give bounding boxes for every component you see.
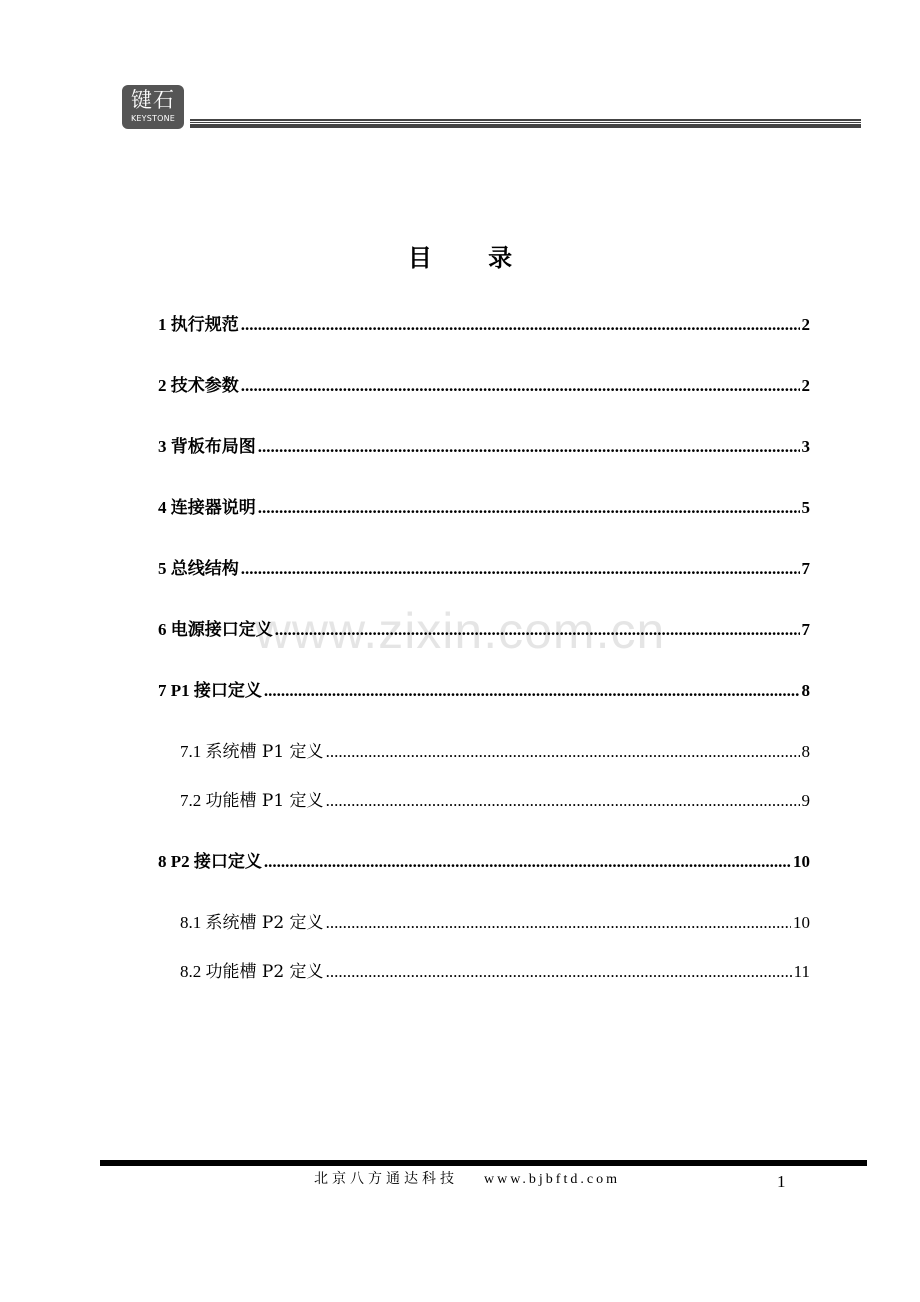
toc-leader-dots bbox=[258, 434, 800, 460]
toc-entry-number: 8 P2 bbox=[158, 852, 194, 871]
toc-entry-number: 6 bbox=[158, 620, 171, 639]
toc-entry-label: 系统槽 P2 定义 bbox=[205, 913, 324, 933]
toc-entry-page: 3 bbox=[801, 437, 810, 456]
toc-entry-4[interactable] bbox=[158, 495, 810, 521]
toc-entry-6[interactable] bbox=[158, 617, 810, 643]
toc-leader-dots bbox=[326, 959, 792, 985]
toc-entry-page: 8 bbox=[801, 681, 810, 700]
toc-entry-number: 3 bbox=[158, 437, 171, 456]
toc-leader-dots bbox=[241, 373, 800, 399]
toc-entry-number: 4 bbox=[158, 498, 171, 517]
toc-leader-dots bbox=[258, 495, 800, 521]
header-rule bbox=[190, 119, 861, 129]
toc-entry-page: 7 bbox=[801, 559, 810, 578]
toc-entry-page: 11 bbox=[793, 962, 810, 981]
toc-entry-page: 7 bbox=[801, 620, 810, 639]
logo-chinese-text: 键石 bbox=[131, 88, 175, 112]
toc-title: 目 录 bbox=[407, 244, 537, 272]
toc-entry-8-1[interactable] bbox=[180, 910, 810, 936]
keystone-logo bbox=[122, 85, 184, 129]
toc-leader-dots bbox=[275, 617, 800, 643]
toc-entry-page: 10 bbox=[793, 852, 810, 871]
toc-leader-dots bbox=[326, 739, 800, 765]
toc-entry-page: 5 bbox=[801, 498, 810, 517]
toc-entry-label: 背板布局图 bbox=[170, 437, 256, 457]
toc-leader-dots bbox=[264, 678, 800, 704]
toc-entry-page: 10 bbox=[793, 913, 810, 932]
toc-leader-dots bbox=[241, 312, 800, 338]
toc-entry-label: 接口定义 bbox=[193, 681, 262, 701]
toc-entry-label: 执行规范 bbox=[170, 315, 239, 335]
toc-entry-page: 2 bbox=[801, 315, 810, 334]
toc-entry-label: 技术参数 bbox=[170, 376, 239, 396]
toc-entry-label: 连接器说明 bbox=[170, 498, 256, 518]
toc-leader-dots bbox=[264, 849, 791, 875]
page-number: 1 bbox=[777, 1172, 786, 1191]
toc-entry-number: 7.1 bbox=[180, 742, 206, 761]
toc-entry-7-1[interactable] bbox=[180, 739, 810, 765]
toc-entry-label: 电源接口定义 bbox=[170, 620, 273, 640]
watermark-text: www.zixin.com.cn bbox=[254, 603, 666, 659]
footer-text bbox=[314, 1168, 620, 1188]
toc-entry-label: 系统槽 P1 定义 bbox=[205, 742, 324, 762]
toc-entry-5[interactable] bbox=[158, 556, 810, 582]
toc-entry-label: 总线结构 bbox=[170, 559, 239, 579]
toc-leader-dots bbox=[326, 788, 800, 814]
toc-leader-dots bbox=[241, 556, 800, 582]
toc-entry-1[interactable] bbox=[158, 312, 810, 338]
toc-entry-label: 功能槽 P2 定义 bbox=[205, 962, 324, 982]
toc-entry-number: 8.2 bbox=[180, 962, 206, 981]
toc-entry-page: 9 bbox=[801, 791, 810, 810]
toc-entry-number: 7.2 bbox=[180, 791, 206, 810]
footer-url: www.bjbftd.com bbox=[484, 1172, 620, 1187]
footer-company: 北京八方通达科技 bbox=[314, 1171, 458, 1187]
toc-leader-dots bbox=[326, 910, 791, 936]
toc-entry-number: 7 P1 bbox=[158, 681, 194, 700]
toc-entry-number: 5 bbox=[158, 559, 171, 578]
toc-entry-number: 2 bbox=[158, 376, 171, 395]
logo-english-text: KEYSTONE bbox=[130, 114, 176, 123]
toc-entry-7-2[interactable] bbox=[180, 788, 810, 814]
toc-entry-page: 2 bbox=[801, 376, 810, 395]
toc-entry-number: 8.1 bbox=[180, 913, 206, 932]
footer-rule bbox=[100, 1160, 867, 1166]
toc-entry-3[interactable] bbox=[158, 434, 810, 460]
toc-entry-7[interactable] bbox=[158, 678, 810, 704]
toc-entry-8[interactable] bbox=[158, 849, 810, 875]
toc-entry-2[interactable] bbox=[158, 373, 810, 399]
toc-entry-label: 功能槽 P1 定义 bbox=[205, 791, 324, 811]
toc-entry-8-2[interactable] bbox=[180, 959, 810, 985]
toc-entry-page: 8 bbox=[801, 742, 810, 761]
toc-entry-label: 接口定义 bbox=[193, 852, 262, 872]
toc-entry-number: 1 bbox=[158, 315, 171, 334]
